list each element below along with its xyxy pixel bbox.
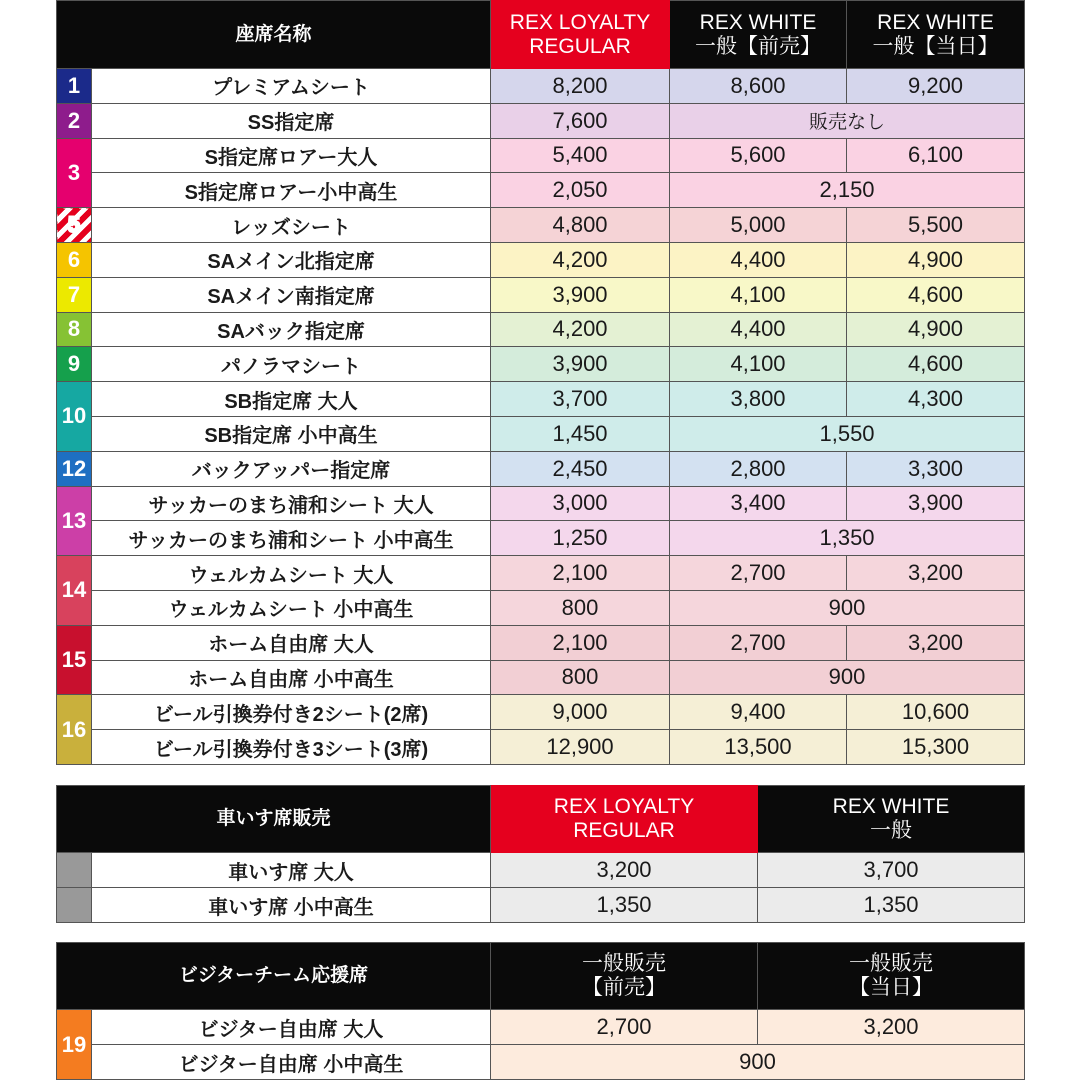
seat-name: SAメイン南指定席 <box>92 277 491 312</box>
table-row <box>57 173 1025 208</box>
price-rex-white-advance: 4,100 <box>670 277 847 312</box>
price-rex-loyalty: 3,900 <box>491 277 670 312</box>
seat-name: ホーム自由席 小中高生 <box>92 660 491 695</box>
price-rex-white: 1,350 <box>758 888 1025 923</box>
seat-name: S指定席ロアー小中高生 <box>92 173 491 208</box>
price-rex-loyalty: 3,700 <box>491 382 670 417</box>
price-rex-white-merged: 1,350 <box>670 521 1025 556</box>
table-row <box>57 1010 1025 1045</box>
seat-name: プレミアムシート <box>92 69 491 104</box>
price-rex-white-sameday: 10,600 <box>847 695 1025 730</box>
table-row <box>57 416 1025 451</box>
table-row <box>57 888 1025 923</box>
header-line: REX LOYALTY <box>553 795 695 818</box>
price-rex-white-sameday: 4,300 <box>847 382 1025 417</box>
header-line: REX WHITE <box>699 10 817 34</box>
price-rex-white-advance: 8,600 <box>670 69 847 104</box>
general-sameday-header <box>758 943 1025 1010</box>
price-rex-white-advance: 4,400 <box>670 312 847 347</box>
price-rex-white-sameday: 3,900 <box>847 486 1025 521</box>
price-rex-white-sameday: 3,200 <box>847 556 1025 591</box>
price-rex-white-sameday: 6,100 <box>847 138 1025 173</box>
price-rex-loyalty: 2,100 <box>491 556 670 591</box>
price-rex-loyalty: 5,400 <box>491 138 670 173</box>
seat-number-badge: 14 <box>57 556 92 626</box>
wheelchair-price-table <box>56 785 1025 923</box>
header-line: 一般販売 <box>849 952 933 975</box>
seat-name: SB指定席 小中高生 <box>92 416 491 451</box>
seat-name: S指定席ロアー大人 <box>92 138 491 173</box>
price-rex-white-sameday: 9,200 <box>847 69 1025 104</box>
header-line: REX WHITE <box>832 795 950 818</box>
price-rex-loyalty: 2,450 <box>491 451 670 486</box>
price-rex-loyalty: 2,100 <box>491 625 670 660</box>
header-row <box>57 786 1025 853</box>
price-general-sameday: 3,200 <box>758 1010 1025 1045</box>
visitor-header: ビジターチーム応援席 <box>57 943 491 1010</box>
seat-color-marker <box>57 853 92 888</box>
seat-name-header: 座席名称 <box>57 1 491 69</box>
header-line: 一般 <box>870 819 913 842</box>
price-rex-loyalty: 3,200 <box>491 853 758 888</box>
table-row <box>57 590 1025 625</box>
table-row <box>57 103 1025 138</box>
price-rex-white-sameday: 3,200 <box>847 625 1025 660</box>
header-line: REGULAR <box>529 34 631 58</box>
table-row <box>57 521 1025 556</box>
price-rex-white-advance: 3,400 <box>670 486 847 521</box>
price-rex-white-merged: 2,150 <box>670 173 1025 208</box>
seat-number-badge: 3 <box>57 138 92 208</box>
price-rex-white-sameday: 15,300 <box>847 730 1025 765</box>
wheelchair-price-body <box>57 853 1025 923</box>
seat-name: パノラマシート <box>92 347 491 382</box>
header-line: 【前売】 <box>582 976 666 999</box>
header-line: 一般【前売】 <box>695 34 822 58</box>
price-rex-white: 3,700 <box>758 853 1025 888</box>
seat-number-badge: 15 <box>57 625 92 695</box>
seat-name: SB指定席 大人 <box>92 382 491 417</box>
header-line: 一般【当日】 <box>872 34 999 58</box>
seat-name: バックアッパー指定席 <box>92 451 491 486</box>
price-rex-white-sameday: 5,500 <box>847 208 1025 243</box>
price-rex-loyalty: 4,200 <box>491 242 670 277</box>
price-general-merged: 900 <box>491 1045 1025 1080</box>
visitor-price-table <box>56 942 1025 1080</box>
price-rex-white-advance: 3,800 <box>670 382 847 417</box>
seat-name: SAバック指定席 <box>92 312 491 347</box>
price-rex-loyalty: 12,900 <box>491 730 670 765</box>
price-rex-white-sameday: 4,600 <box>847 277 1025 312</box>
price-rex-white-sameday: 3,300 <box>847 451 1025 486</box>
price-rex-loyalty: 1,350 <box>491 888 758 923</box>
header-line: 一般販売 <box>582 952 666 975</box>
price-rex-white-advance: 2,700 <box>670 556 847 591</box>
price-rex-loyalty: 3,900 <box>491 347 670 382</box>
seat-name: 車いす席 大人 <box>92 853 491 888</box>
table-row <box>57 138 1025 173</box>
rex-white-general-header <box>758 786 1025 853</box>
price-rex-loyalty: 800 <box>491 590 670 625</box>
price-rex-white-sameday: 4,600 <box>847 347 1025 382</box>
price-rex-loyalty: 7,600 <box>491 103 670 138</box>
price-rex-loyalty: 8,200 <box>491 69 670 104</box>
table-row <box>57 208 1025 243</box>
price-rex-white-sameday: 4,900 <box>847 312 1025 347</box>
header-line: REGULAR <box>573 819 675 842</box>
price-rex-loyalty: 4,800 <box>491 208 670 243</box>
seat-name: レッズシート <box>92 208 491 243</box>
header-line: REX WHITE <box>877 10 994 34</box>
seat-name: SS指定席 <box>92 103 491 138</box>
seat-name: ウェルカムシート 小中高生 <box>92 590 491 625</box>
rex-loyalty-regular-header <box>491 1 670 69</box>
price-general-advance: 2,700 <box>491 1010 758 1045</box>
seat-price-body <box>57 69 1025 765</box>
general-advance-header <box>491 943 758 1010</box>
table-row <box>57 556 1025 591</box>
seat-number-badge: 12 <box>57 451 92 486</box>
price-rex-white-advance: 9,400 <box>670 695 847 730</box>
table-row <box>57 69 1025 104</box>
price-rex-white-advance: 2,700 <box>670 625 847 660</box>
price-rex-white-merged: 900 <box>670 660 1025 695</box>
seat-name: ビジター自由席 大人 <box>92 1010 491 1045</box>
price-rex-white-advance: 4,400 <box>670 242 847 277</box>
table-row <box>57 382 1025 417</box>
price-rex-loyalty: 1,450 <box>491 416 670 451</box>
seat-number-badge: 7 <box>57 277 92 312</box>
seat-number-badge: 8 <box>57 312 92 347</box>
price-rex-loyalty: 1,250 <box>491 521 670 556</box>
seat-name: サッカーのまち浦和シート 小中高生 <box>92 521 491 556</box>
seat-number-badge: 9 <box>57 347 92 382</box>
seat-number-badge: 16 <box>57 695 92 765</box>
table-row <box>57 853 1025 888</box>
table-row <box>57 277 1025 312</box>
seat-number-badge: 6 <box>57 242 92 277</box>
seat-number-badge: 2 <box>57 103 92 138</box>
header-row <box>57 1 1025 69</box>
seat-price-table <box>56 0 1025 765</box>
seat-name: ウェルカムシート 大人 <box>92 556 491 591</box>
price-rex-white-merged: 900 <box>670 590 1025 625</box>
seat-number-badge: 13 <box>57 486 92 556</box>
seat-number-badge: 1 <box>57 69 92 104</box>
table-row <box>57 242 1025 277</box>
header-line: 【当日】 <box>849 976 933 999</box>
rex-loyalty-regular-header <box>491 786 758 853</box>
price-rex-white-advance: 2,800 <box>670 451 847 486</box>
price-rex-white-merged: 販売なし <box>670 103 1025 138</box>
price-rex-loyalty: 3,000 <box>491 486 670 521</box>
seat-number-badge: 19 <box>57 1010 92 1080</box>
seat-number-badge: 5 <box>57 208 92 243</box>
price-rex-white-advance: 13,500 <box>670 730 847 765</box>
price-rex-loyalty: 800 <box>491 660 670 695</box>
price-rex-white-advance: 5,000 <box>670 208 847 243</box>
table-row <box>57 347 1025 382</box>
seat-name: 車いす席 小中高生 <box>92 888 491 923</box>
price-rex-loyalty: 9,000 <box>491 695 670 730</box>
price-rex-loyalty: 2,050 <box>491 173 670 208</box>
table-row <box>57 312 1025 347</box>
table-row <box>57 1045 1025 1080</box>
seat-name: ビジター自由席 小中高生 <box>92 1045 491 1080</box>
table-row <box>57 486 1025 521</box>
table-row <box>57 660 1025 695</box>
price-rex-white-merged: 1,550 <box>670 416 1025 451</box>
seat-name: ホーム自由席 大人 <box>92 625 491 660</box>
price-rex-white-advance: 4,100 <box>670 347 847 382</box>
rex-white-sameday-header <box>847 1 1025 69</box>
table-row <box>57 730 1025 765</box>
table-row <box>57 695 1025 730</box>
seat-number-badge: 10 <box>57 382 92 452</box>
seat-name: サッカーのまち浦和シート 大人 <box>92 486 491 521</box>
seat-name: ビール引換券付き3シート(3席) <box>92 730 491 765</box>
price-rex-loyalty: 4,200 <box>491 312 670 347</box>
rex-white-advance-header <box>670 1 847 69</box>
table-row <box>57 451 1025 486</box>
visitor-price-body <box>57 1010 1025 1080</box>
seat-name: SAメイン北指定席 <box>92 242 491 277</box>
seat-color-marker <box>57 888 92 923</box>
header-line: REX LOYALTY <box>509 10 651 34</box>
header-row <box>57 943 1025 1010</box>
table-row <box>57 625 1025 660</box>
price-rex-white-advance: 5,600 <box>670 138 847 173</box>
seat-name: ビール引換券付き2シート(2席) <box>92 695 491 730</box>
wheelchair-header: 車いす席販売 <box>57 786 491 853</box>
price-rex-white-sameday: 4,900 <box>847 242 1025 277</box>
